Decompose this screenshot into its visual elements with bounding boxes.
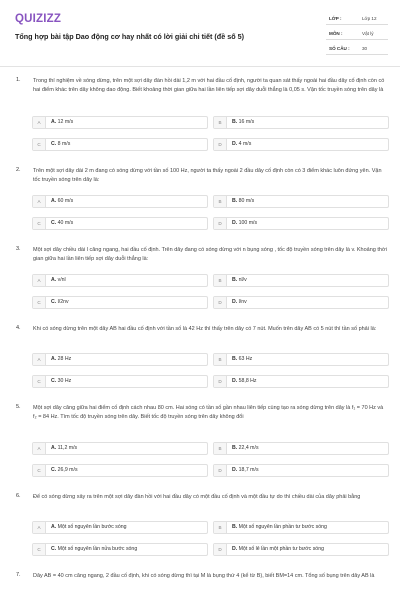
option-prefix: B. [232, 524, 238, 530]
question-number: 3. [16, 246, 21, 252]
option-prefix: C. [51, 220, 57, 226]
meta-label: LỚP : [329, 16, 342, 21]
option-text: 26,9 m/s [57, 467, 78, 473]
quizizz-logo: QUIZIZZ [15, 13, 62, 25]
question-text: Một sợi dây căng giữa hai điểm cố định cách nhau 80 cm. Hai sóng có tần số gần nhau liên tiếp cùng tạo ra sóng dừng trên dây là f₁ = 70 Hz và f₂ = 84 Hz. Tìm tốc độ truyền sóng trên dây. Biết tốc độ truyền sóng trên dây không đổi [33, 405, 384, 420]
option-text: 63 Hz [238, 356, 253, 362]
option-prefix: A. [51, 445, 57, 451]
option-text: Một số nguyên lần nửa bước sóng [57, 546, 138, 552]
option-text: Một số lẻ lần một phần tư bước sóng [238, 546, 324, 552]
answer-option-2a[interactable] [32, 195, 208, 208]
question-text: Để có sóng dừng xảy ra trên một sợi dây đàn hồi với hai đầu dây có một đầu cố định và một đầu tự do thì chiều dài của dây phải bằng [33, 494, 361, 500]
option-letter: B [214, 117, 227, 128]
option-letter: D [214, 218, 227, 229]
option-letter: C [33, 139, 46, 150]
question-number: 1. [16, 77, 21, 83]
answer-option-5b[interactable] [213, 442, 389, 455]
answer-option-2d[interactable] [213, 217, 389, 230]
question-number: 2. [16, 167, 21, 173]
option-text: nl/v [238, 277, 247, 283]
option-letter: B [214, 522, 227, 533]
answer-option-6a[interactable] [32, 521, 208, 534]
option-prefix: B. [232, 277, 238, 283]
option-text: 11,2 m/s [57, 445, 78, 451]
option-prefix: C. [51, 546, 57, 552]
answer-option-4b[interactable] [213, 353, 389, 366]
answer-option-4d[interactable] [213, 375, 389, 388]
meta-value: 30 [362, 46, 368, 51]
answer-option-2c[interactable] [32, 217, 208, 230]
answer-option-1b[interactable] [213, 116, 389, 129]
answer-option-5c[interactable] [32, 464, 208, 477]
option-prefix: A. [51, 198, 57, 204]
question-number: 5. [16, 404, 21, 410]
option-letter: A [33, 196, 46, 207]
option-text: 18,7 m/s [238, 467, 259, 473]
option-letter: A [33, 443, 46, 454]
option-text: 16 m/s [238, 119, 255, 125]
option-text: 4 m/s [238, 141, 252, 147]
answer-option-1a[interactable] [32, 116, 208, 129]
option-letter: D [214, 544, 227, 555]
meta-label: MÔN : [329, 31, 343, 36]
option-prefix: C. [51, 378, 57, 384]
option-letter: A [33, 522, 46, 533]
option-text: l/nv [238, 299, 247, 305]
option-prefix: B. [232, 198, 238, 204]
option-prefix: A. [51, 524, 57, 530]
option-text: 28 Hz [57, 356, 72, 362]
option-letter: C [33, 376, 46, 387]
option-prefix: D. [232, 220, 238, 226]
question-number: 6. [16, 493, 21, 499]
question-text: Trên một sợi dây dài 2 m đang có sóng dừng với tần số 100 Hz, người ta thấy ngoài 2 đầu dây cố định còn có 3 điểm khác luôn đứng yên. Vận tốc truyền sóng trên dây là: [33, 168, 382, 183]
document-title: Tổng hợp bài tập Dao động cơ hay nhất có lời giải chi tiết (đề số 5) [15, 32, 244, 41]
option-prefix: A. [51, 277, 57, 283]
option-prefix: C. [51, 467, 57, 473]
option-prefix: C. [51, 141, 57, 147]
option-text: Một số nguyên lần phần tư bước sóng [238, 524, 327, 530]
answer-option-4c[interactable] [32, 375, 208, 388]
answer-option-3c[interactable] [32, 296, 208, 309]
option-text: 100 m/s [238, 220, 258, 226]
option-text: 8 m/s [57, 141, 71, 147]
option-prefix: D. [232, 467, 238, 473]
option-letter: D [214, 376, 227, 387]
option-text: 40 m/s [57, 220, 74, 226]
option-prefix: D. [232, 378, 238, 384]
meta-value: Vật lý [362, 31, 374, 36]
option-letter: C [33, 544, 46, 555]
answer-option-6b[interactable] [213, 521, 389, 534]
option-prefix: D. [232, 141, 238, 147]
option-letter: B [214, 354, 227, 365]
option-letter: C [33, 218, 46, 229]
option-letter: A [33, 354, 46, 365]
question-number: 4. [16, 325, 21, 331]
option-prefix: D. [232, 546, 238, 552]
option-letter: B [214, 275, 227, 286]
question-text: Một sợi dây chiều dài l căng ngang, hai đầu cố định. Trên dây đang có sóng dừng với n bụng sóng , tốc độ truyền sóng trên dây là v. Khoảng thời gian giữa hai lần liên tiếp sợi dây duỗi thẳng là: [33, 247, 387, 262]
option-letter: D [214, 465, 227, 476]
header-divider [0, 66, 400, 67]
question-number: 7. [16, 572, 21, 578]
answer-option-5a[interactable] [32, 442, 208, 455]
option-prefix: A. [51, 119, 57, 125]
answer-option-3d[interactable] [213, 296, 389, 309]
option-prefix: B. [232, 445, 238, 451]
answer-option-1d[interactable] [213, 138, 389, 151]
option-text: 12 m/s [57, 119, 74, 125]
option-text: 58,8 Hz [238, 378, 257, 384]
option-letter: A [33, 117, 46, 128]
option-letter: D [214, 139, 227, 150]
answer-option-3a[interactable] [32, 274, 208, 287]
option-text: 60 m/s [57, 198, 74, 204]
divider [326, 54, 388, 55]
answer-option-6c[interactable] [32, 543, 208, 556]
option-letter: D [214, 297, 227, 308]
option-letter: B [214, 443, 227, 454]
option-letter: A [33, 275, 46, 286]
option-letter: B [214, 196, 227, 207]
option-text: v/nl [57, 277, 66, 283]
option-prefix: B. [232, 356, 238, 362]
question-text: Khi có sóng dừng trên một dây AB hai đầu cố định với tần số là 42 Hz thì thấy trên dây có 7 nút. Muốn trên dây AB có 5 nút thì tần số phải là: [33, 326, 377, 332]
question-text: Dây AB = 40 cm căng ngang, 2 đầu cố định, khi có sóng dừng thì tại M là bụng thứ 4 (kể từ B), biết BM=14 cm. Tổng số bụng trên dây AB là [33, 573, 375, 579]
option-prefix: D. [232, 299, 238, 305]
meta-value: Lớp 12 [362, 16, 377, 21]
option-text: Một số nguyên lần bước sóng [57, 524, 127, 530]
answer-option-6d[interactable] [213, 543, 389, 556]
option-text: 22,4 m/s [238, 445, 259, 451]
answer-option-5d[interactable] [213, 464, 389, 477]
answer-option-4a[interactable] [32, 353, 208, 366]
answer-option-2b[interactable] [213, 195, 389, 208]
answer-option-3b[interactable] [213, 274, 389, 287]
question-text: Trong thí nghiệm về sóng dừng, trên một sợi dây đàn hồi dài 1,2 m với hai đầu cố định, người ta quan sát thấy ngoài hai đầu dây cố định còn có hai điểm khác trên dây không dao động. Biết khoảng thời gian giữa hai lần liên tiếp sợi dây duỗi thẳng là 0,05 s. Vận tốc truyền sóng trên dây là [33, 78, 385, 93]
page-header [0, 0, 400, 68]
meta-label: SỐ CÂU : [329, 46, 350, 51]
divider [326, 24, 388, 25]
option-prefix: B. [232, 119, 238, 125]
option-prefix: C. [51, 299, 57, 305]
option-text: l/2nv [57, 299, 69, 305]
answer-option-1c[interactable] [32, 138, 208, 151]
option-letter: C [33, 465, 46, 476]
option-prefix: A. [51, 356, 57, 362]
option-text: 80 m/s [238, 198, 255, 204]
option-text: 30 Hz [57, 378, 72, 384]
option-letter: C [33, 297, 46, 308]
divider [326, 39, 388, 40]
